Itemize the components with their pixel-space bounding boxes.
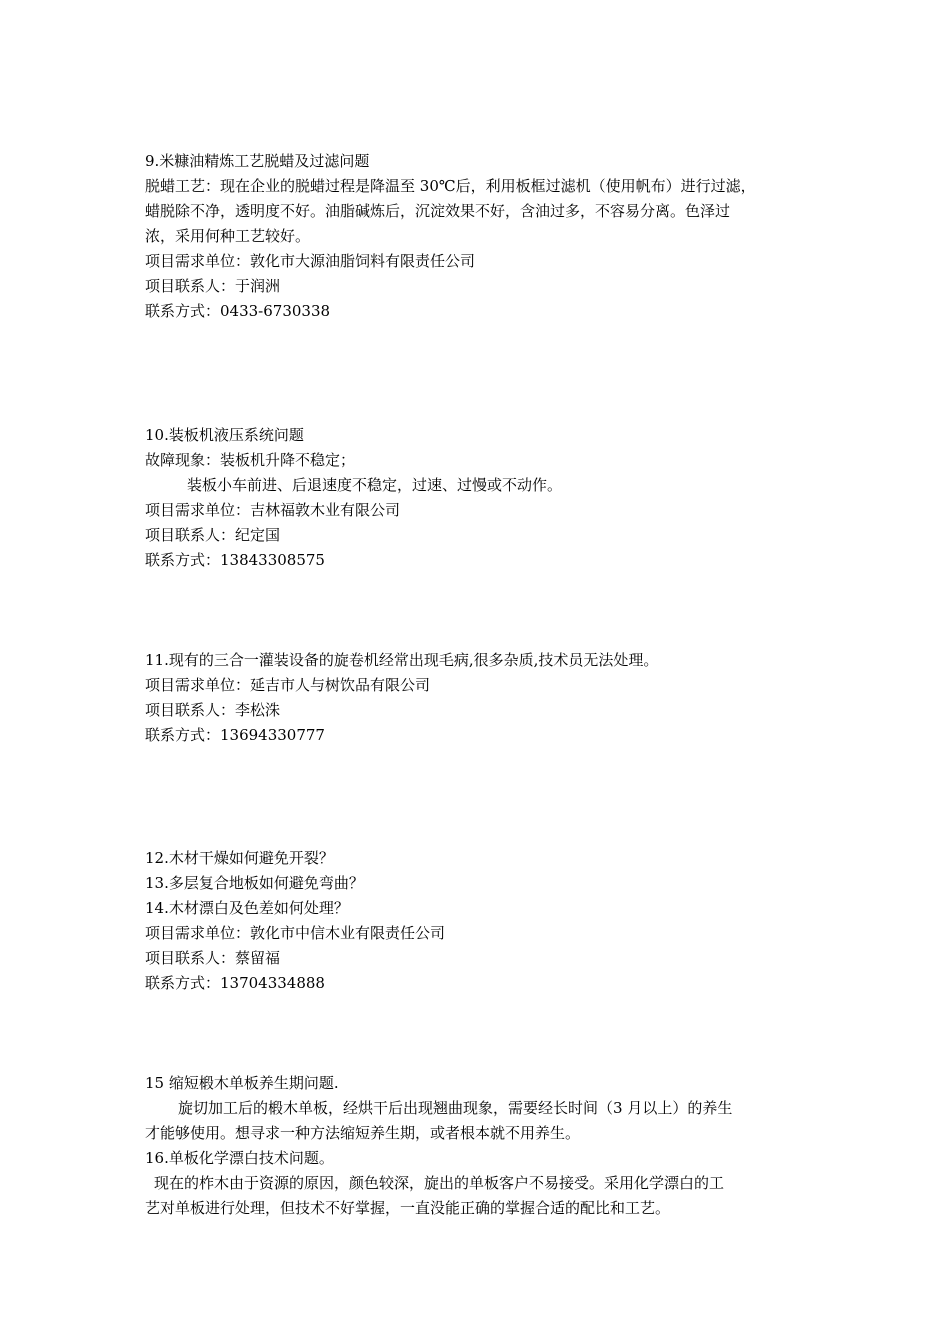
item-13-title: 13.多层复合地板如何避免弯曲？ xyxy=(145,874,364,892)
item-10-desc-line-2: 装板小车前进、后退速度不稳定，过速、过慢或不动作。 xyxy=(187,476,563,494)
item-9-unit: 项目需求单位：敦化市大源油脂饲料有限责任公司 xyxy=(145,252,476,270)
item-9-phone: 联系方式：0433-6730338 xyxy=(145,302,331,320)
item-9-desc-line-3: 浓，采用何种工艺较好。 xyxy=(145,227,311,245)
item-10-desc-line-1: 故障现象：装板机升降不稳定； xyxy=(145,451,356,469)
item-10-unit: 项目需求单位：吉林福敦木业有限公司 xyxy=(145,501,401,519)
item-12-14-contact: 项目联系人：蔡留福 xyxy=(145,949,281,967)
item-15-desc-line-1: 旋切加工后的椴木单板，经烘干后出现翘曲现象，需要经长时间（3 月以上）的养生 xyxy=(178,1099,733,1117)
item-9-contact: 项目联系人：于润洲 xyxy=(145,277,281,295)
item-16-title: 16.单板化学漂白技术问题。 xyxy=(145,1149,334,1167)
item-11-title: 11.现有的三合一灌装设备的旋卷机经常出现毛病,很多杂质,技术员无法处理。 xyxy=(145,651,659,669)
item-9-desc-line-1: 脱蜡工艺：现在企业的脱蜡过程是降温至 30℃后，利用板框过滤机（使用帆布）进行过滤， xyxy=(145,177,756,195)
item-15-title: 15 缩短椴木单板养生期问题. xyxy=(145,1074,339,1092)
item-14-title: 14.木材漂白及色差如何处理？ xyxy=(145,899,349,917)
item-12-title: 12.木材干燥如何避免开裂？ xyxy=(145,849,334,867)
item-11-unit: 项目需求单位：延吉市人与树饮品有限公司 xyxy=(145,676,431,694)
item-16-desc-line-2: 艺对单板进行处理，但技术不好掌握，一直没能正确的掌握合适的配比和工艺。 xyxy=(145,1199,671,1217)
item-9-desc-line-2: 蜡脱除不净，透明度不好。油脂碱炼后，沉淀效果不好，含油过多，不容易分离。色泽过 xyxy=(145,202,731,220)
item-12-14-phone: 联系方式：13704334888 xyxy=(145,974,325,992)
item-16-desc-line-1: 现在的柞木由于资源的原因，颜色较深，旋出的单板客户不易接受。采用化学漂白的工 xyxy=(154,1174,725,1192)
item-10-title: 10.装板机液压系统问题 xyxy=(145,426,304,444)
item-10-phone: 联系方式：13843308575 xyxy=(145,551,325,569)
item-10-contact: 项目联系人：纪定国 xyxy=(145,526,281,544)
item-9-title: 9.米糠油精炼工艺脱蜡及过滤问题 xyxy=(145,152,370,170)
item-11-phone: 联系方式：13694330777 xyxy=(145,726,325,744)
item-11-contact: 项目联系人：李松洙 xyxy=(145,701,281,719)
item-12-14-unit: 项目需求单位：敦化市中信木业有限责任公司 xyxy=(145,924,446,942)
item-15-desc-line-2: 才能够使用。想寻求一种方法缩短养生期，或者根本就不用养生。 xyxy=(145,1124,581,1142)
